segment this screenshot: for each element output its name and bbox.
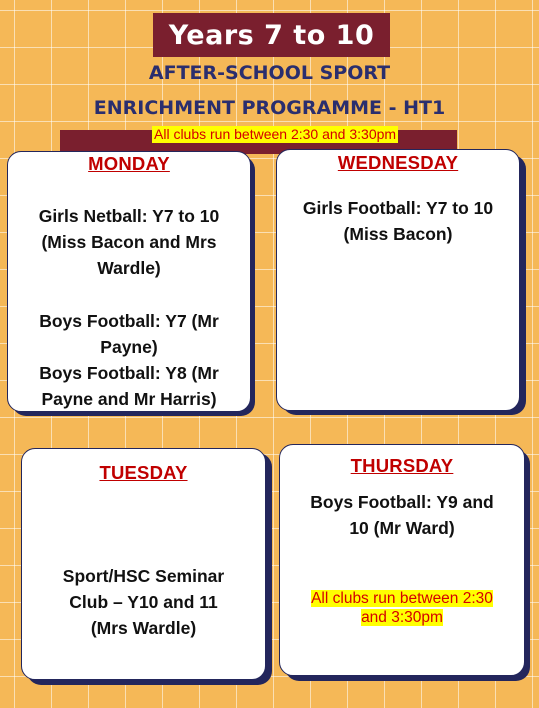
wednesday-club-1-line-1: Girls Football: Y7 to 10 (302, 198, 494, 218)
monday-club-1-line-1: Girls Netball: Y7 to 10 (38, 206, 220, 226)
monday-club-2-line-1: Boys Football: Y7 (Mr (39, 311, 219, 331)
monday-card (7, 151, 251, 412)
monday-club-3-line-2: Payne and Mr Harris) (41, 389, 217, 409)
subtitle-line-1: AFTER-SCHOOL SPORT (148, 62, 391, 84)
tuesday-club-1-line-3: (Mrs Wardle) (90, 618, 197, 638)
tuesday-club-1-line-1: Sport/HSC Seminar (62, 566, 225, 586)
tuesday-heading: TUESDAY (99, 462, 188, 483)
wednesday-card (276, 149, 520, 411)
monday-club-2-line-2: Payne) (100, 337, 158, 357)
thursday-time-note-line-2: and 3:30pm (361, 609, 443, 626)
monday-club-3-line-1: Boys Football: Y8 (Mr (39, 363, 219, 383)
monday-club-1-line-3: Wardle) (97, 258, 161, 278)
wednesday-club-1-line-2: (Miss Bacon) (343, 224, 453, 244)
thursday-heading: THURSDAY (350, 455, 454, 476)
tuesday-club-1-line-2: Club – Y10 and 11 (69, 592, 218, 612)
monday-heading: MONDAY (88, 153, 170, 174)
thursday-time-note-line-1: All clubs run between 2:30 (311, 590, 493, 607)
subtitle-line-2: ENRICHMENT PROGRAMME - HT1 (93, 97, 446, 119)
thursday-card (279, 444, 525, 676)
tuesday-card (21, 448, 266, 680)
monday-club-1-line-2: (Miss Bacon and Mrs (41, 232, 217, 252)
thursday-club-1-line-1: Boys Football: Y9 and (310, 492, 494, 512)
time-note: All clubs run between 2:30 and 3:30pm (154, 126, 397, 142)
thursday-club-1-line-2: 10 (Mr Ward) (349, 518, 455, 538)
page-title: Years 7 to 10 (153, 13, 390, 57)
wednesday-heading: WEDNESDAY (337, 152, 459, 173)
